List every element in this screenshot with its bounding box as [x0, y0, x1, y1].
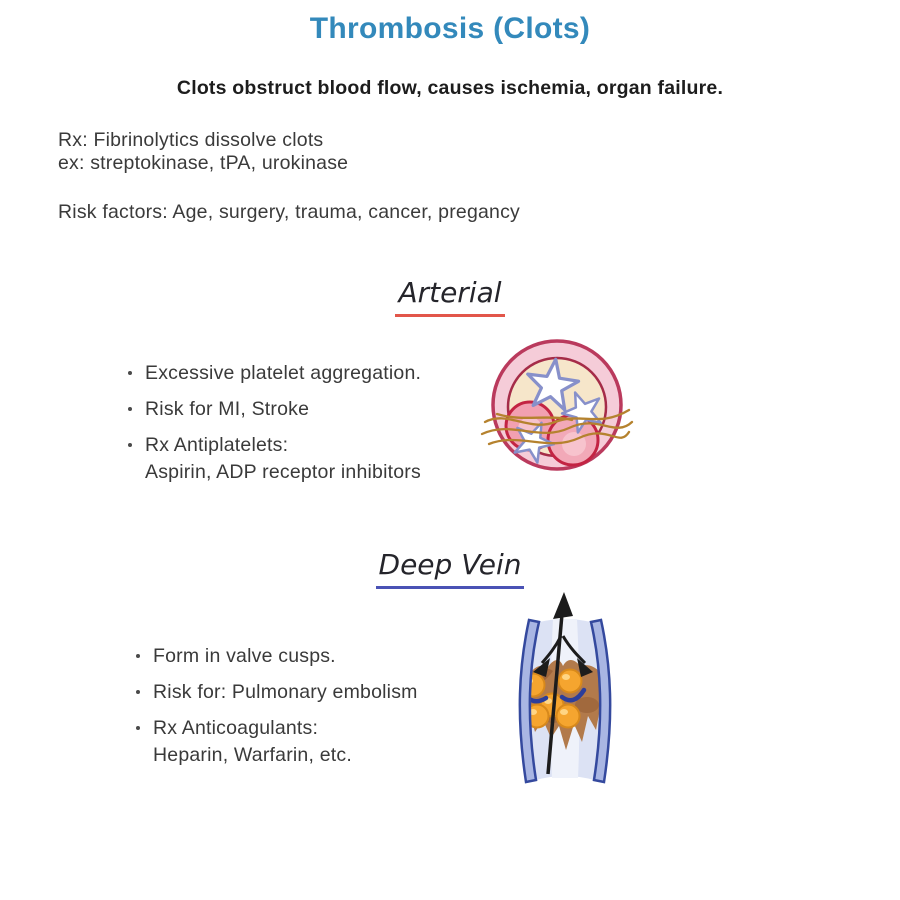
rx-example-line: ex: streptokinase, tPA, urokinase — [58, 151, 349, 174]
deep-vein-bullet-list — [136, 643, 516, 778]
artery-cross-section-illustration — [477, 330, 637, 490]
bullet-icon — [136, 654, 140, 658]
arterial-bullet-list — [128, 360, 508, 495]
bullet-text: Excessive platelet aggregation. — [145, 362, 422, 384]
bullet-text: Form in valve cusps. — [153, 645, 336, 667]
risk-factors-line: Risk factors: Age, surgery, trauma, cancer, pregancy — [58, 201, 520, 223]
rx-line: Rx: Fibrinolytics dissolve clots — [58, 129, 324, 151]
bullet-icon — [136, 690, 140, 694]
bullet-text — [145, 432, 421, 486]
list-item — [128, 396, 508, 423]
list-item — [128, 360, 508, 387]
deep-vein-heading-label: Deep Vein — [376, 548, 525, 589]
bullet-icon — [128, 407, 132, 411]
list-item — [136, 643, 516, 670]
bullet-text-line: Rx Antiplatelets: — [145, 434, 289, 456]
bullet-icon — [136, 726, 140, 730]
bullet-text: Risk for: Pulmonary embolism — [153, 681, 418, 703]
bullet-continuation-line: Aspirin, ADP receptor inhibitors — [145, 461, 421, 483]
subtitle: Clots obstruct blood flow, causes ischemia, organ failure. — [176, 77, 724, 99]
arterial-heading-label: Arterial — [395, 276, 504, 317]
list-item — [136, 715, 516, 769]
list-item — [128, 432, 508, 486]
bullet-continuation-line: Heparin, Warfarin, etc. — [153, 744, 352, 766]
bullet-text-line: Rx Anticoagulants: — [153, 717, 319, 739]
page-title: Thrombosis (Clots) — [309, 12, 591, 45]
treatment-note — [58, 129, 348, 174]
list-item — [136, 679, 516, 706]
deep-vein-thrombus-illustration — [495, 586, 635, 796]
bullet-text — [153, 715, 352, 769]
bullet-icon — [128, 371, 132, 375]
section-heading-arterial — [0, 276, 900, 317]
bullet-text: Risk for MI, Stroke — [145, 398, 310, 420]
section-heading-deep-vein — [0, 548, 900, 589]
bullet-icon — [128, 443, 132, 447]
